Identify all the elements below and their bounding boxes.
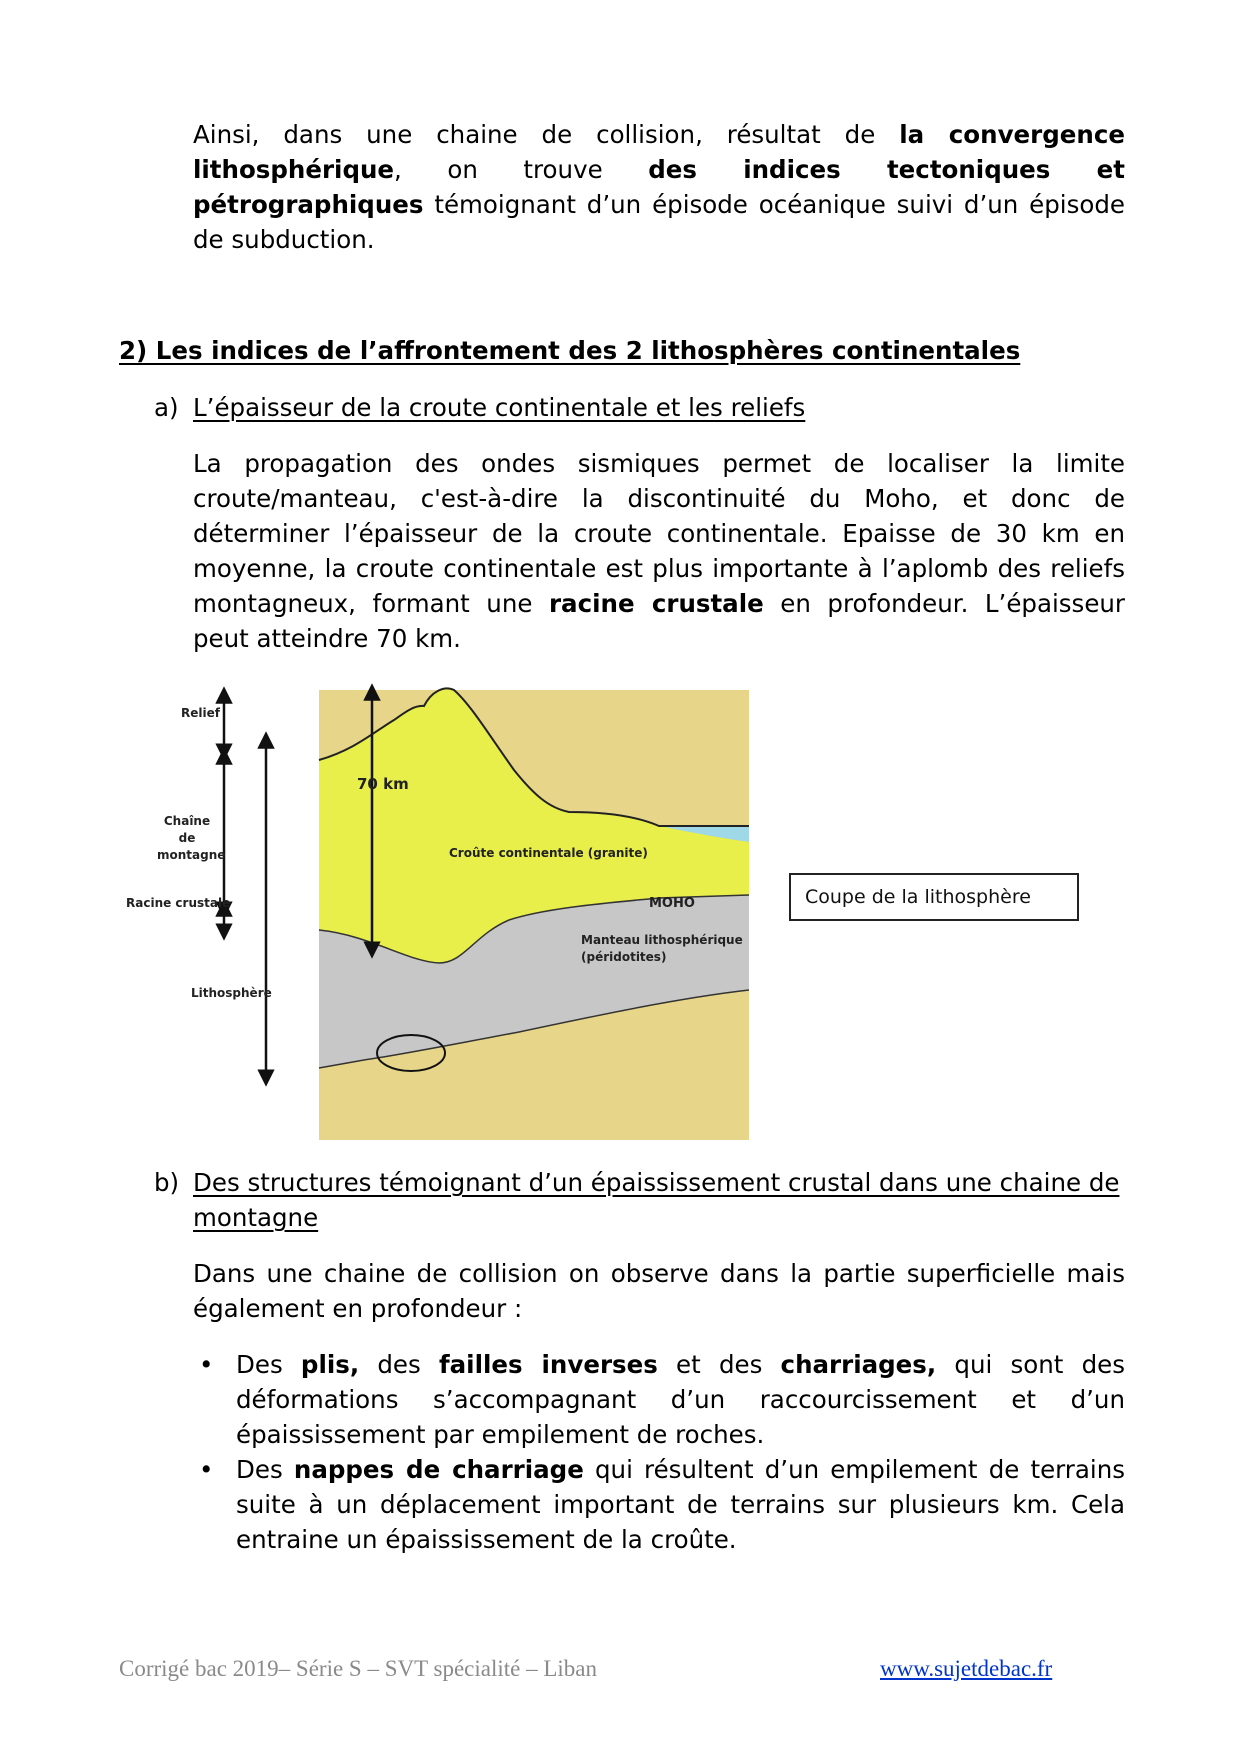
label-70km: 70 km bbox=[357, 775, 409, 793]
bullet-icon: • bbox=[199, 1455, 214, 1484]
label-crustal-root: Racine crustale bbox=[126, 896, 231, 910]
bullet1-bold-2: failles inverses bbox=[438, 1350, 658, 1379]
list-item bbox=[193, 1347, 1125, 1452]
para-a-text-1: La propagation des ondes sismiques permet de localiser la limite croute/manteau, c'est-à-dire la discontinuité du Moho, et donc de déterminer l’épaisseur de la croute continentale. Epaisse de 30 km en moyenne, la croute continentale est plus importante à l’aplomb des reliefs montagneux, formant une bbox=[193, 449, 1125, 618]
subsection-b-paragraph: Dans une chaine de collision on observe dans la partie superficielle mais également en profondeur : bbox=[193, 1259, 1125, 1323]
bullet1-bold-3: charriages, bbox=[780, 1350, 937, 1379]
lithosphere-cross-section-figure bbox=[119, 680, 1134, 1145]
intro-text-2: , on trouve bbox=[394, 155, 649, 184]
subsection-a-label: a) bbox=[154, 393, 179, 422]
label-mantle-line1: Manteau lithosphérique bbox=[581, 933, 743, 947]
section-2-heading: 2) Les indices de l’affrontement des 2 lithosphères continentales bbox=[119, 336, 1021, 365]
bullet2-bold-1: nappes de charriage bbox=[293, 1455, 584, 1484]
footer-source: Corrigé bac 2019– Série S – SVT spécialité – Liban bbox=[119, 1656, 598, 1681]
structures-list bbox=[193, 1347, 1125, 1557]
bullet2-text-2: qui résultent d’un empilement de terrains suite à un déplacement important de terrains sur plusieurs km. Cela entraine un épaississement de la croûte. bbox=[236, 1455, 1125, 1554]
bullet2-text-1: Des bbox=[236, 1455, 294, 1484]
list-item bbox=[193, 1452, 1125, 1557]
subsection-b-heading bbox=[154, 1165, 1129, 1235]
label-mantle bbox=[581, 932, 743, 966]
subsection-a-heading bbox=[154, 390, 1154, 425]
bullet1-text-1: Des bbox=[236, 1350, 301, 1379]
subsection-b-label: b) bbox=[154, 1168, 180, 1197]
intro-text-3: témoignant d’un épisode océanique suivi d’un épisode de subduction. bbox=[193, 190, 1125, 254]
bullet1-bold-1: plis, bbox=[300, 1350, 360, 1379]
label-mountain-chain-line2: montagne bbox=[157, 848, 226, 862]
figure-caption-box: Coupe de la lithosphère bbox=[789, 873, 1079, 921]
label-continental-crust: Croûte continentale (granite) bbox=[449, 846, 648, 860]
intro-text-1: Ainsi, dans une chaine de collision, résultat de bbox=[193, 120, 900, 149]
subsection-a-paragraph bbox=[193, 446, 1125, 656]
subsection-b-title: Des structures témoignant d’un épaississement crustal dans une chaine de montagne bbox=[193, 1168, 1120, 1232]
label-relief: Relief bbox=[181, 706, 220, 720]
label-moho: MOHO bbox=[649, 896, 695, 911]
label-mountain-chain bbox=[157, 813, 226, 864]
bullet1-text-3: et des bbox=[657, 1350, 781, 1379]
bullet-icon: • bbox=[199, 1350, 214, 1379]
intro-paragraph bbox=[193, 117, 1125, 257]
bullet1-text-4: qui sont des déformations s’accompagnant d’un raccourcissement et d’un épaississement par empilement de roches. bbox=[236, 1350, 1125, 1449]
intro-bold-1: la convergence lithosphérique bbox=[193, 120, 1125, 184]
footer-link[interactable]: www.sujetdebac.fr bbox=[880, 1656, 1053, 1681]
subsection-a-title: L’épaisseur de la croute continentale et les reliefs bbox=[193, 393, 806, 422]
para-a-text-2: en profondeur. L’épaisseur peut atteindre 70 km. bbox=[193, 589, 1125, 653]
label-mantle-line2: (péridotites) bbox=[581, 950, 667, 964]
para-a-bold: racine crustale bbox=[548, 589, 764, 618]
label-mountain-chain-line1: Chaîne de bbox=[163, 814, 211, 845]
intro-bold-2: des indices tectoniques et pétrographiques bbox=[193, 155, 1125, 219]
label-lithosphere: Lithosphère bbox=[191, 986, 272, 1000]
bullet1-text-2: des bbox=[359, 1350, 439, 1379]
